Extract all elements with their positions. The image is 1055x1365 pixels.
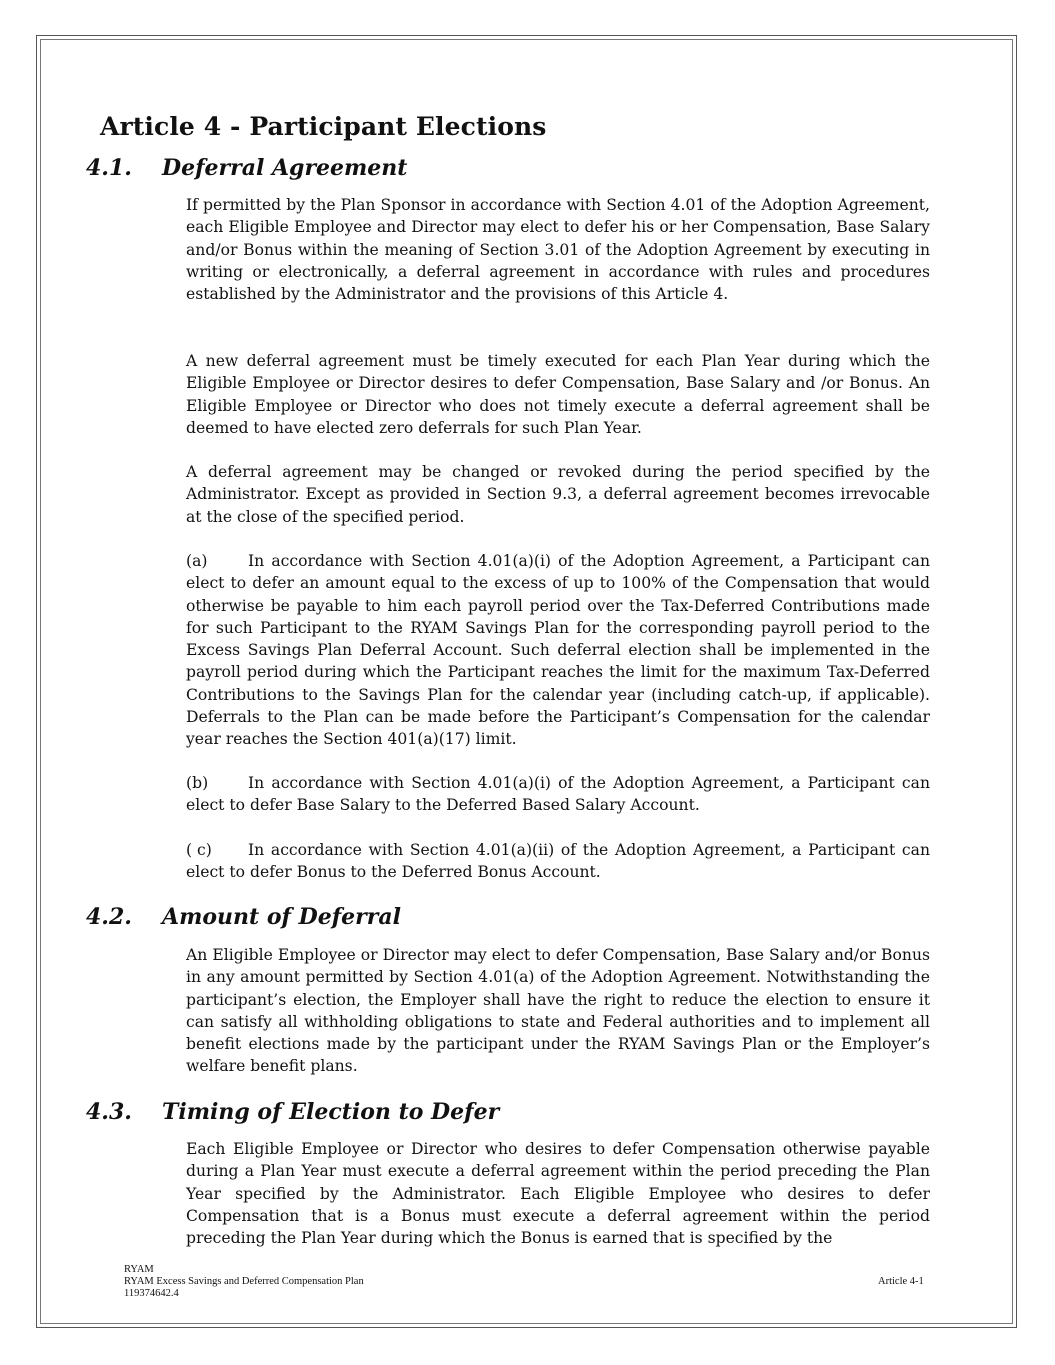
- article-title: Article 4 - Participant Elections: [100, 112, 547, 141]
- subparagraph-text: In accordance with Section 4.01(a)(i) of the Adoption Agreement, a Participant can elect to defer an amount equal to the excess of up to 100% of the Compensation that would otherwise be payable to him each payroll period over the Tax-Deferred Contributions made for such Participant to the RYAM Savings Plan for the corresponding payroll period to the Excess Savings Plan Deferral Account. Such deferral election shall be implemented in the payroll period during which the Participant reaches the limit for the maximum Tax-Deferred Contributions to the Savings Plan for the calendar year (including catch-up, if applicable). Deferrals to the Plan can be made before the Participant’s Compensation for the calendar year reaches the Section 401(a)(17) limit.: [186, 552, 930, 749]
- section-4-3-heading: [86, 1099, 499, 1125]
- section-title: Deferral Agreement: [162, 155, 408, 181]
- footer-company: RYAM: [124, 1264, 154, 1275]
- section-title: Amount of Deferral: [162, 904, 401, 930]
- footer-left: [124, 1264, 364, 1300]
- subparagraph-label: (a): [186, 552, 208, 570]
- subparagraph-b: [186, 772, 930, 817]
- section-4-3-paragraph-1: Each Eligible Employee or Director who desires to defer Compensation otherwise payable during a Plan Year must execute a deferral agreement within the period preceding the Plan Year specified by the Administrator. Each Eligible Employee who desires to defer Compensation that is a Bonus must execute a deferral agreement within the period preceding the Plan Year during which the Bonus is earned that is specified by the: [186, 1140, 930, 1248]
- footer-page-label: Article 4-1: [878, 1276, 924, 1287]
- section-number: 4.3.: [86, 1099, 132, 1125]
- subparagraph-text: In accordance with Section 4.01(a)(ii) of the Adoption Agreement, a Participant can elect to defer Bonus to the Deferred Bonus Account.: [186, 841, 930, 882]
- section-4-1-heading: [86, 155, 407, 181]
- subparagraph-a: [186, 550, 930, 751]
- section-4-2-paragraph-1: An Eligible Employee or Director may elect to defer Compensation, Base Salary and/or Bonus in any amount permitted by Section 4.01(a) of the Adoption Agreement. Notwithstanding the participant’s election, the Employer shall have the right to reduce the election to ensure it can satisfy all withholding obligations to state and Federal authorities and to implement all benefit elections made by the participant under the RYAM Savings Plan or the Employer’s welfare benefit plans.: [186, 946, 930, 1076]
- subparagraph-label: (b): [186, 774, 209, 792]
- subparagraph-c: [186, 839, 930, 884]
- subparagraph-label: ( c): [186, 841, 212, 859]
- section-4-1-paragraph-1: If permitted by the Plan Sponsor in accordance with Section 4.01 of the Adoption Agreement, each Eligible Employee and Director may elect to defer his or her Compensation, Base Salary and/or Bonus within the meaning of Section 3.01 of the Adoption Agreement by executing in writing or electronically, a deferral agreement in accordance with rules and procedures established by the Administrator and the provisions of this Article 4.: [186, 196, 930, 304]
- footer-plan-name: RYAM Excess Savings and Deferred Compensation Plan: [124, 1276, 364, 1287]
- section-4-2-heading: [86, 904, 401, 930]
- subparagraph-text: In accordance with Section 4.01(a)(i) of the Adoption Agreement, a Participant can elect to defer Base Salary to the Deferred Based Salary Account.: [186, 774, 930, 815]
- section-title: Timing of Election to Defer: [162, 1099, 500, 1125]
- section-4-1-paragraph-3: A deferral agreement may be changed or revoked during the period specified by the Administrator. Except as provided in Section 9.3, a deferral agreement becomes irrevocable at the close of the specified period.: [186, 463, 930, 526]
- section-number: 4.1.: [86, 155, 132, 181]
- footer-doc-id: 119374642.4: [124, 1288, 179, 1299]
- section-4-1-paragraph-2: A new deferral agreement must be timely executed for each Plan Year during which the Eligible Employee or Director desires to defer Compensation, Base Salary and /or Bonus. An Eligible Employee or Director who does not timely execute a deferral agreement shall be deemed to have elected zero deferrals for such Plan Year.: [186, 352, 930, 437]
- section-number: 4.2.: [86, 904, 132, 930]
